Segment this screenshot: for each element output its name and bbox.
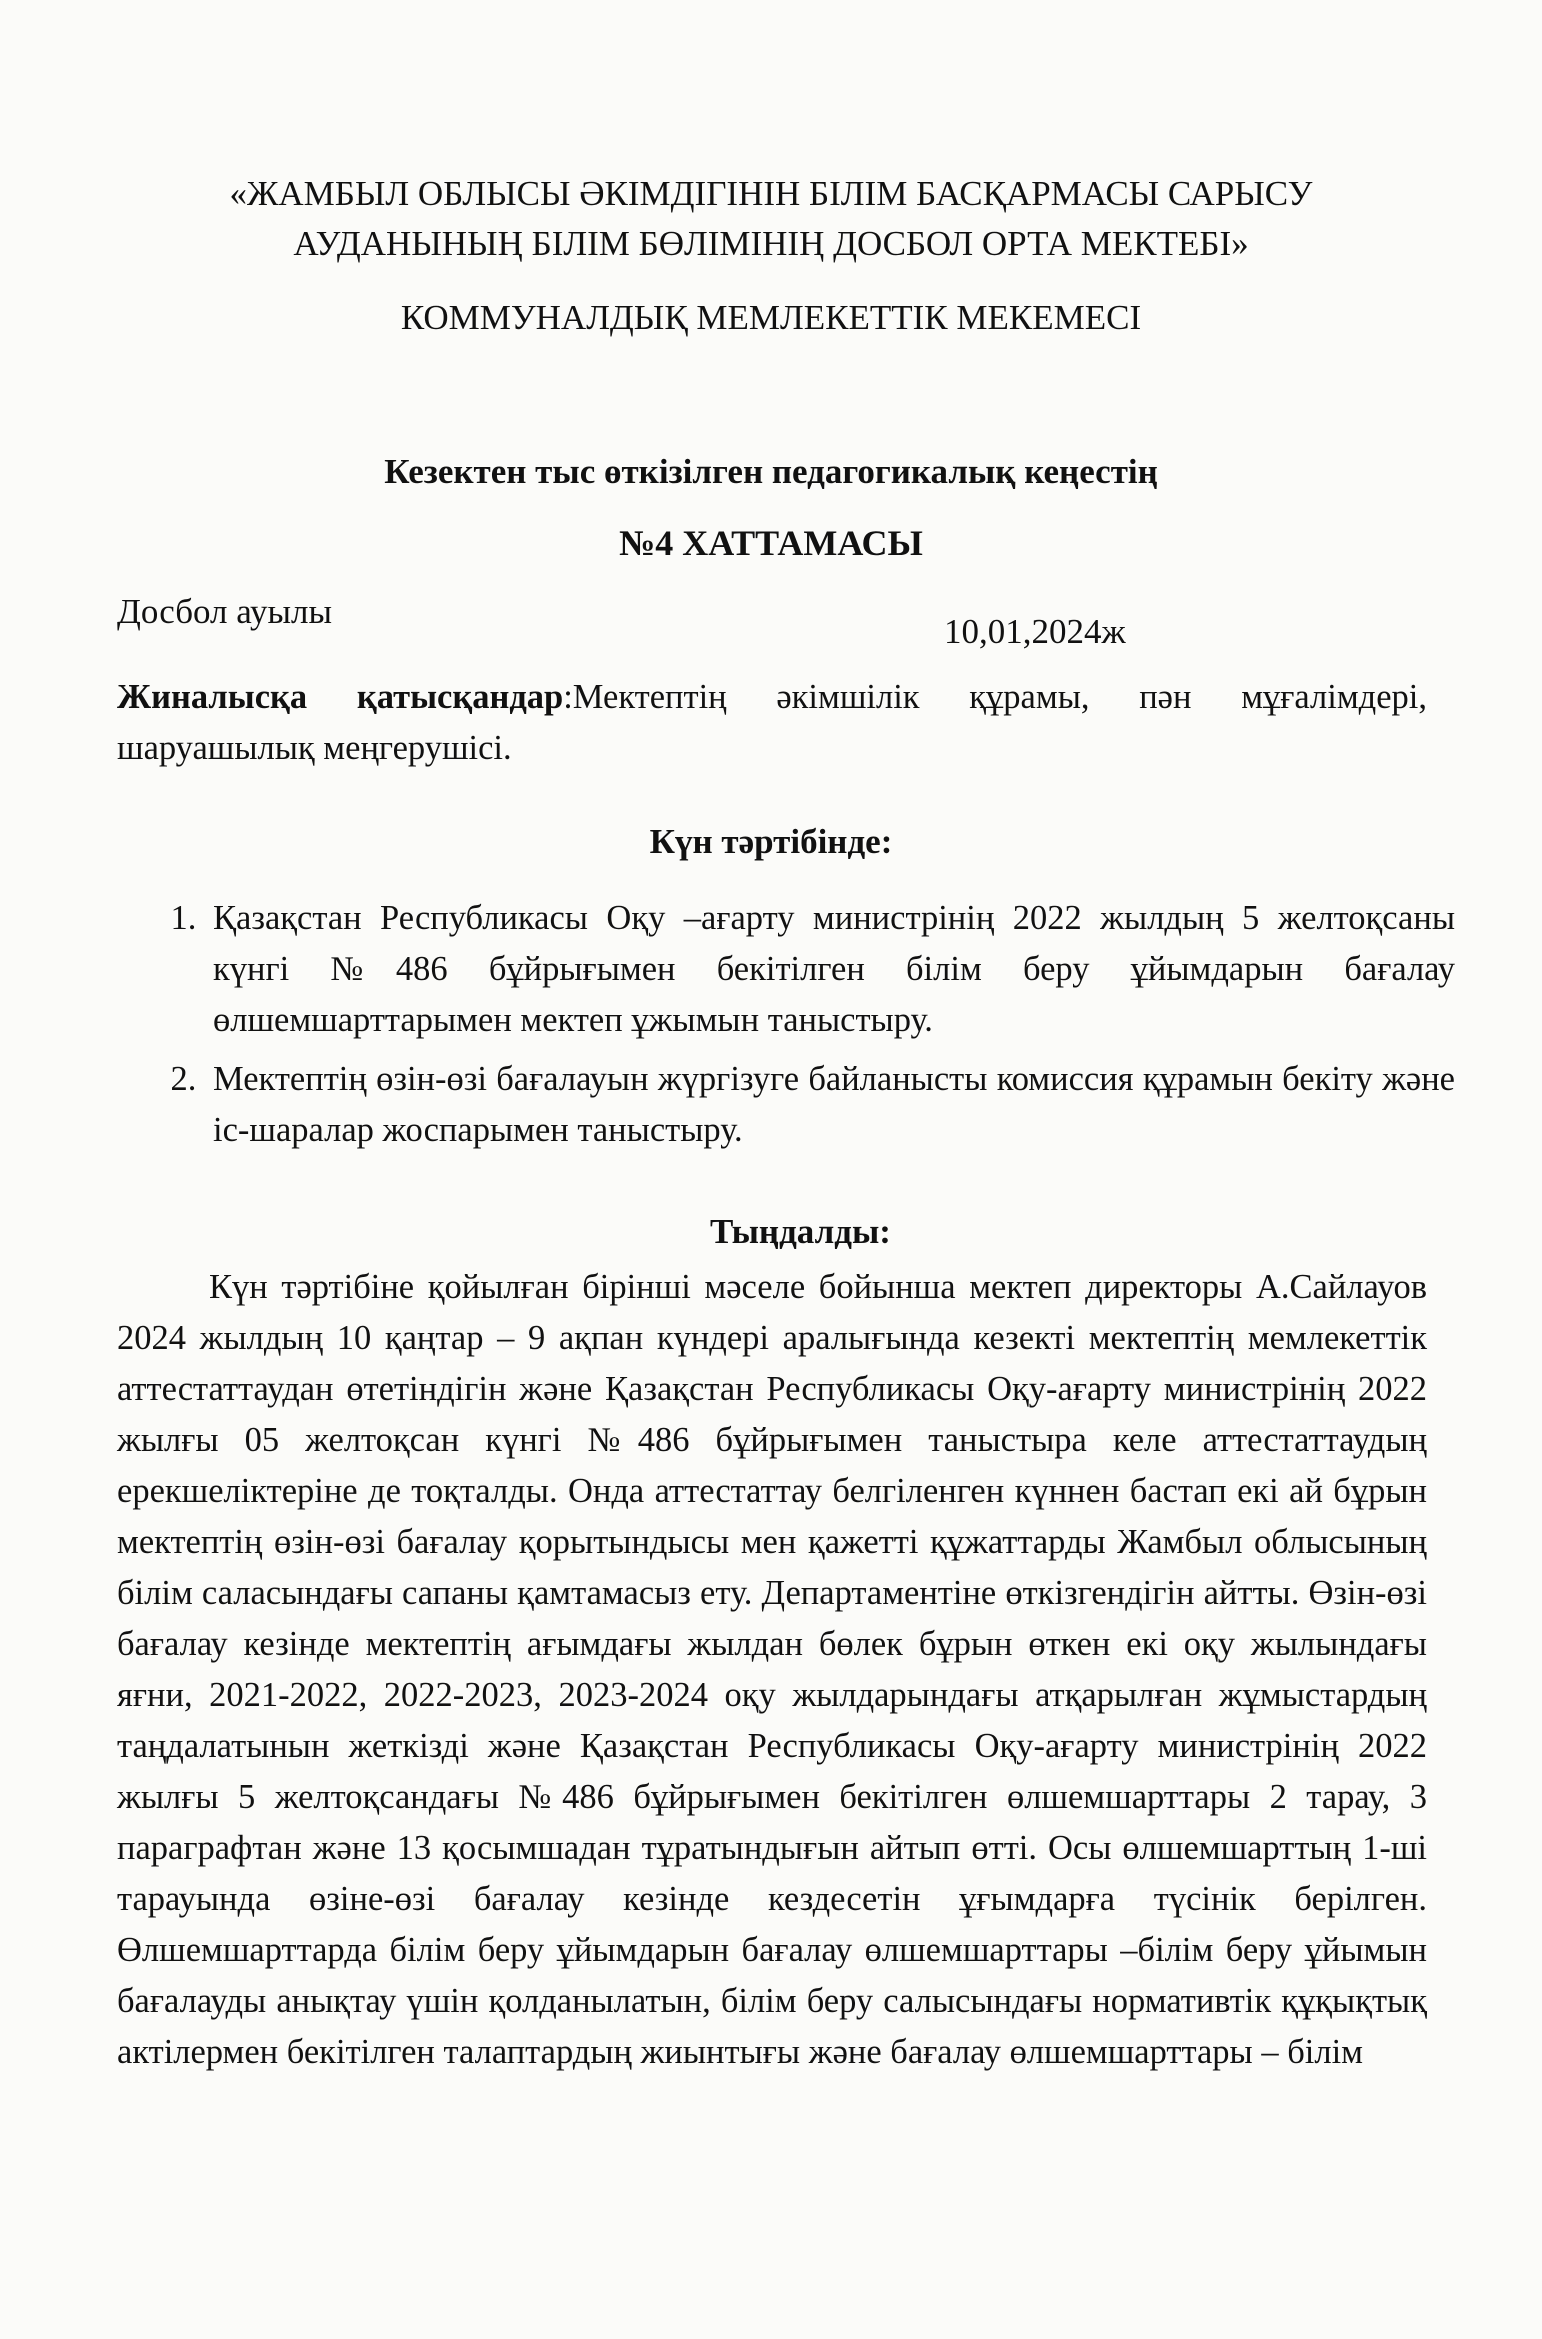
attendees-text: :Мектептің әкімшілік құрамы, пән мұғалімдері, шаруашылық меңгерушісі.: [117, 678, 1427, 767]
agenda-list: [175, 893, 1455, 1156]
org-name-line-1: «ЖАМБЫЛ ОБЛЫСЫ ӘКІМДІГІНІН БІЛІМ БАСҚАРМАСЫ САРЫСУ: [229, 174, 1313, 213]
date: 10,01,2024ж: [944, 612, 1126, 651]
heard-body: Күн тәртібіне қойылған бірінші мәселе бойынша мектеп директоры А.Сайлауов 2024 жылдың 10 қаңтар – 9 ақпан күндері аралығында кезекті мектептің мемлекеттік аттестаттаудан өтетіндігін және Қазақстан Республикасы Оқу-ағарту министрінің 2022 жылғы 05 желтоқсан күнгі №486 бұйрығымен таныстыра келе аттестаттаудың ерекшеліктеріне де тоқталды. Онда аттестаттау белгіленген күннен бастап екі ай бұрын мектептің өзін-өзі бағалау қорытындысы мен қажетті құжаттарды Жамбыл облысының білім саласындағы сапаны қамтамасыз ету. Департаментіне өткізгендігін айтты. Өзін-өзі бағалау кезінде мектептің ағымдағы жылдан бөлек бұрын өткен екі оқу жылындағы яғни, 2021-2022, 2022-2023, 2023-2024 оқу жылдарындағы атқарылған жұмыстардың таңдалатынын жеткізді және Қазақстан Республикасы Оқу-ағарту министрінің 2022 жылғы 5 желтоқсандағы №486 бұйрығымен бекітілген өлшемшарттары 2 тарау, 3 параграфтан және 13 қосымшадан тұратындығын айтып өтті. Осы өлшемшарттың 1-ші тарауында өзіне-өзі бағалау кезінде кездесетін ұғымдарға түсінік берілген. Өлшемшарттарда білім беру ұйымдарын бағалау өлшемшарттары –білім беру ұйымын бағалауды анықтау үшін қолданылатын, білім беру салысындағы нормативтік құқықтық актілермен бекітілген талаптардың жиынтығы және бағалау өлшемшарттары – білім: [117, 1268, 1427, 2071]
agenda-item: 1. Қазақстан Республикасы Оқу –ағарту министрінің 2022 жылдың 5 желтоқсаны күнгі №486 бұйрығымен бекітілген білім беру ұйымдарын бағалау өлшемшарттарымен мектеп ұжымын таныстыру.: [205, 893, 1455, 1046]
attendees-label: Жиналысқа қатысқандар: [117, 678, 564, 716]
attendees: [117, 672, 1427, 774]
org-name-line-2: АУДАНЫНЫҢ БІЛІМ БӨЛІМІНІҢ ДОСБОЛ ОРТА МЕКТЕБІ»: [293, 224, 1249, 263]
protocol-number: №4 ХАТТАМАСЫ: [619, 523, 923, 563]
org-type: КОММУНАЛДЫҚ МЕМЛЕКЕТТІК МЕКЕМЕСІ: [400, 298, 1142, 337]
agenda-heading: Күн тәртібінде:: [649, 822, 893, 861]
heard-heading: Тыңдалды:: [710, 1212, 891, 1251]
place: Досбол ауылы: [117, 592, 333, 631]
protocol-title: Кезектен тыс өткізілген педагогикалық кеңестің: [384, 452, 1158, 491]
agenda-item: 2. Мектептің өзін-өзі бағалауын жүргізуге байланысты комиссия құрамын бекіту және іс-шаралар жоспарымен таныстыру.: [205, 1054, 1455, 1156]
